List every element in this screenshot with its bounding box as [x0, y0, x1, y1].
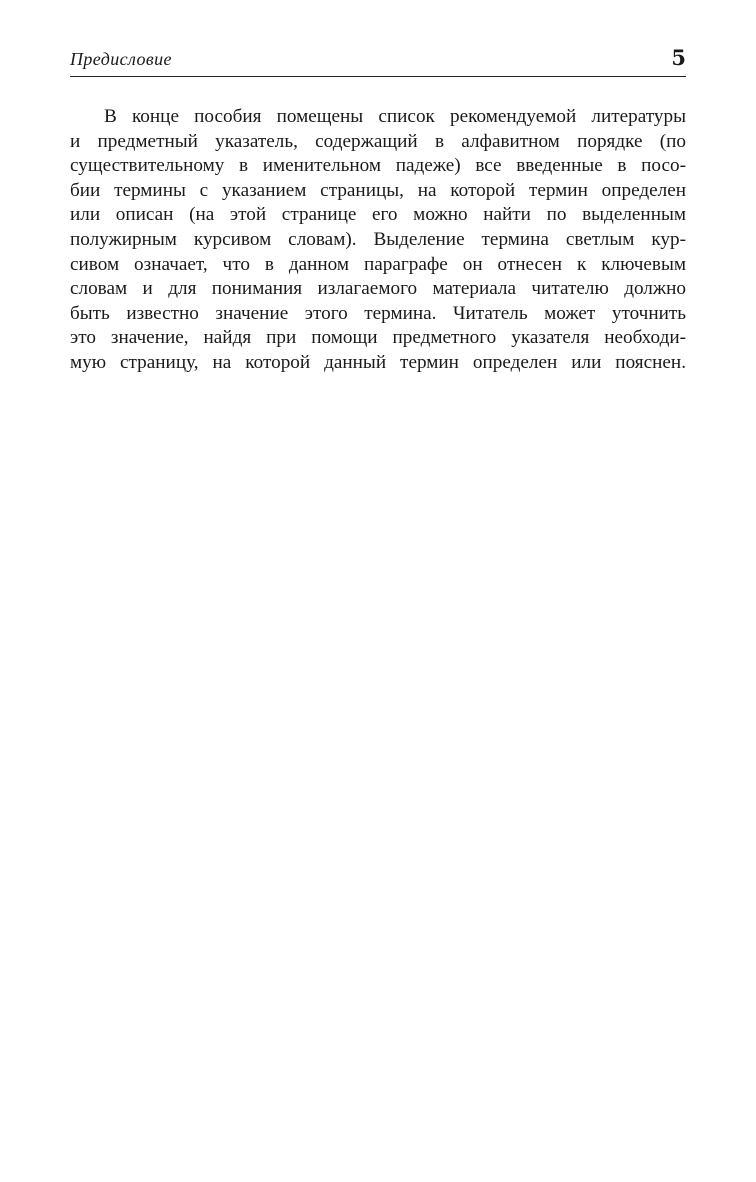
paragraph-line: сивом означает, что в данном параграфе он отнесен к ключевым	[70, 253, 686, 275]
paragraph-line: или описан (на этой странице его можно найти по выделенным	[70, 204, 686, 226]
paragraph-line: словам и для понимания излагаемого материала читателю должно	[70, 278, 686, 300]
section-title: Предисловие	[70, 49, 172, 69]
paragraph-line: и предметный указатель, содержащий в алфавитном порядке (по	[70, 130, 686, 152]
paragraph-line: бии термины с указанием страницы, на которой термин определен	[70, 179, 686, 201]
paragraph-line: быть известно значение этого термина. Читатель может уточнить	[70, 302, 686, 324]
paragraph-line: В конце пособия помещены список рекомендуемой литературы	[104, 106, 686, 127]
page-number: 5	[671, 45, 686, 70]
paragraph-line: мую страницу, на которой данный термин определен или пояснен.	[70, 351, 686, 373]
paragraph-line: существительному в именительном падеже) все введенные в посо-	[70, 155, 686, 177]
body-paragraph	[70, 105, 686, 376]
running-header	[70, 44, 686, 77]
paragraph-line: это значение, найдя при помощи предметного указателя необходи-	[70, 327, 686, 349]
paragraph-line: полужирным курсивом словам). Выделение термина светлым кур-	[70, 228, 686, 250]
